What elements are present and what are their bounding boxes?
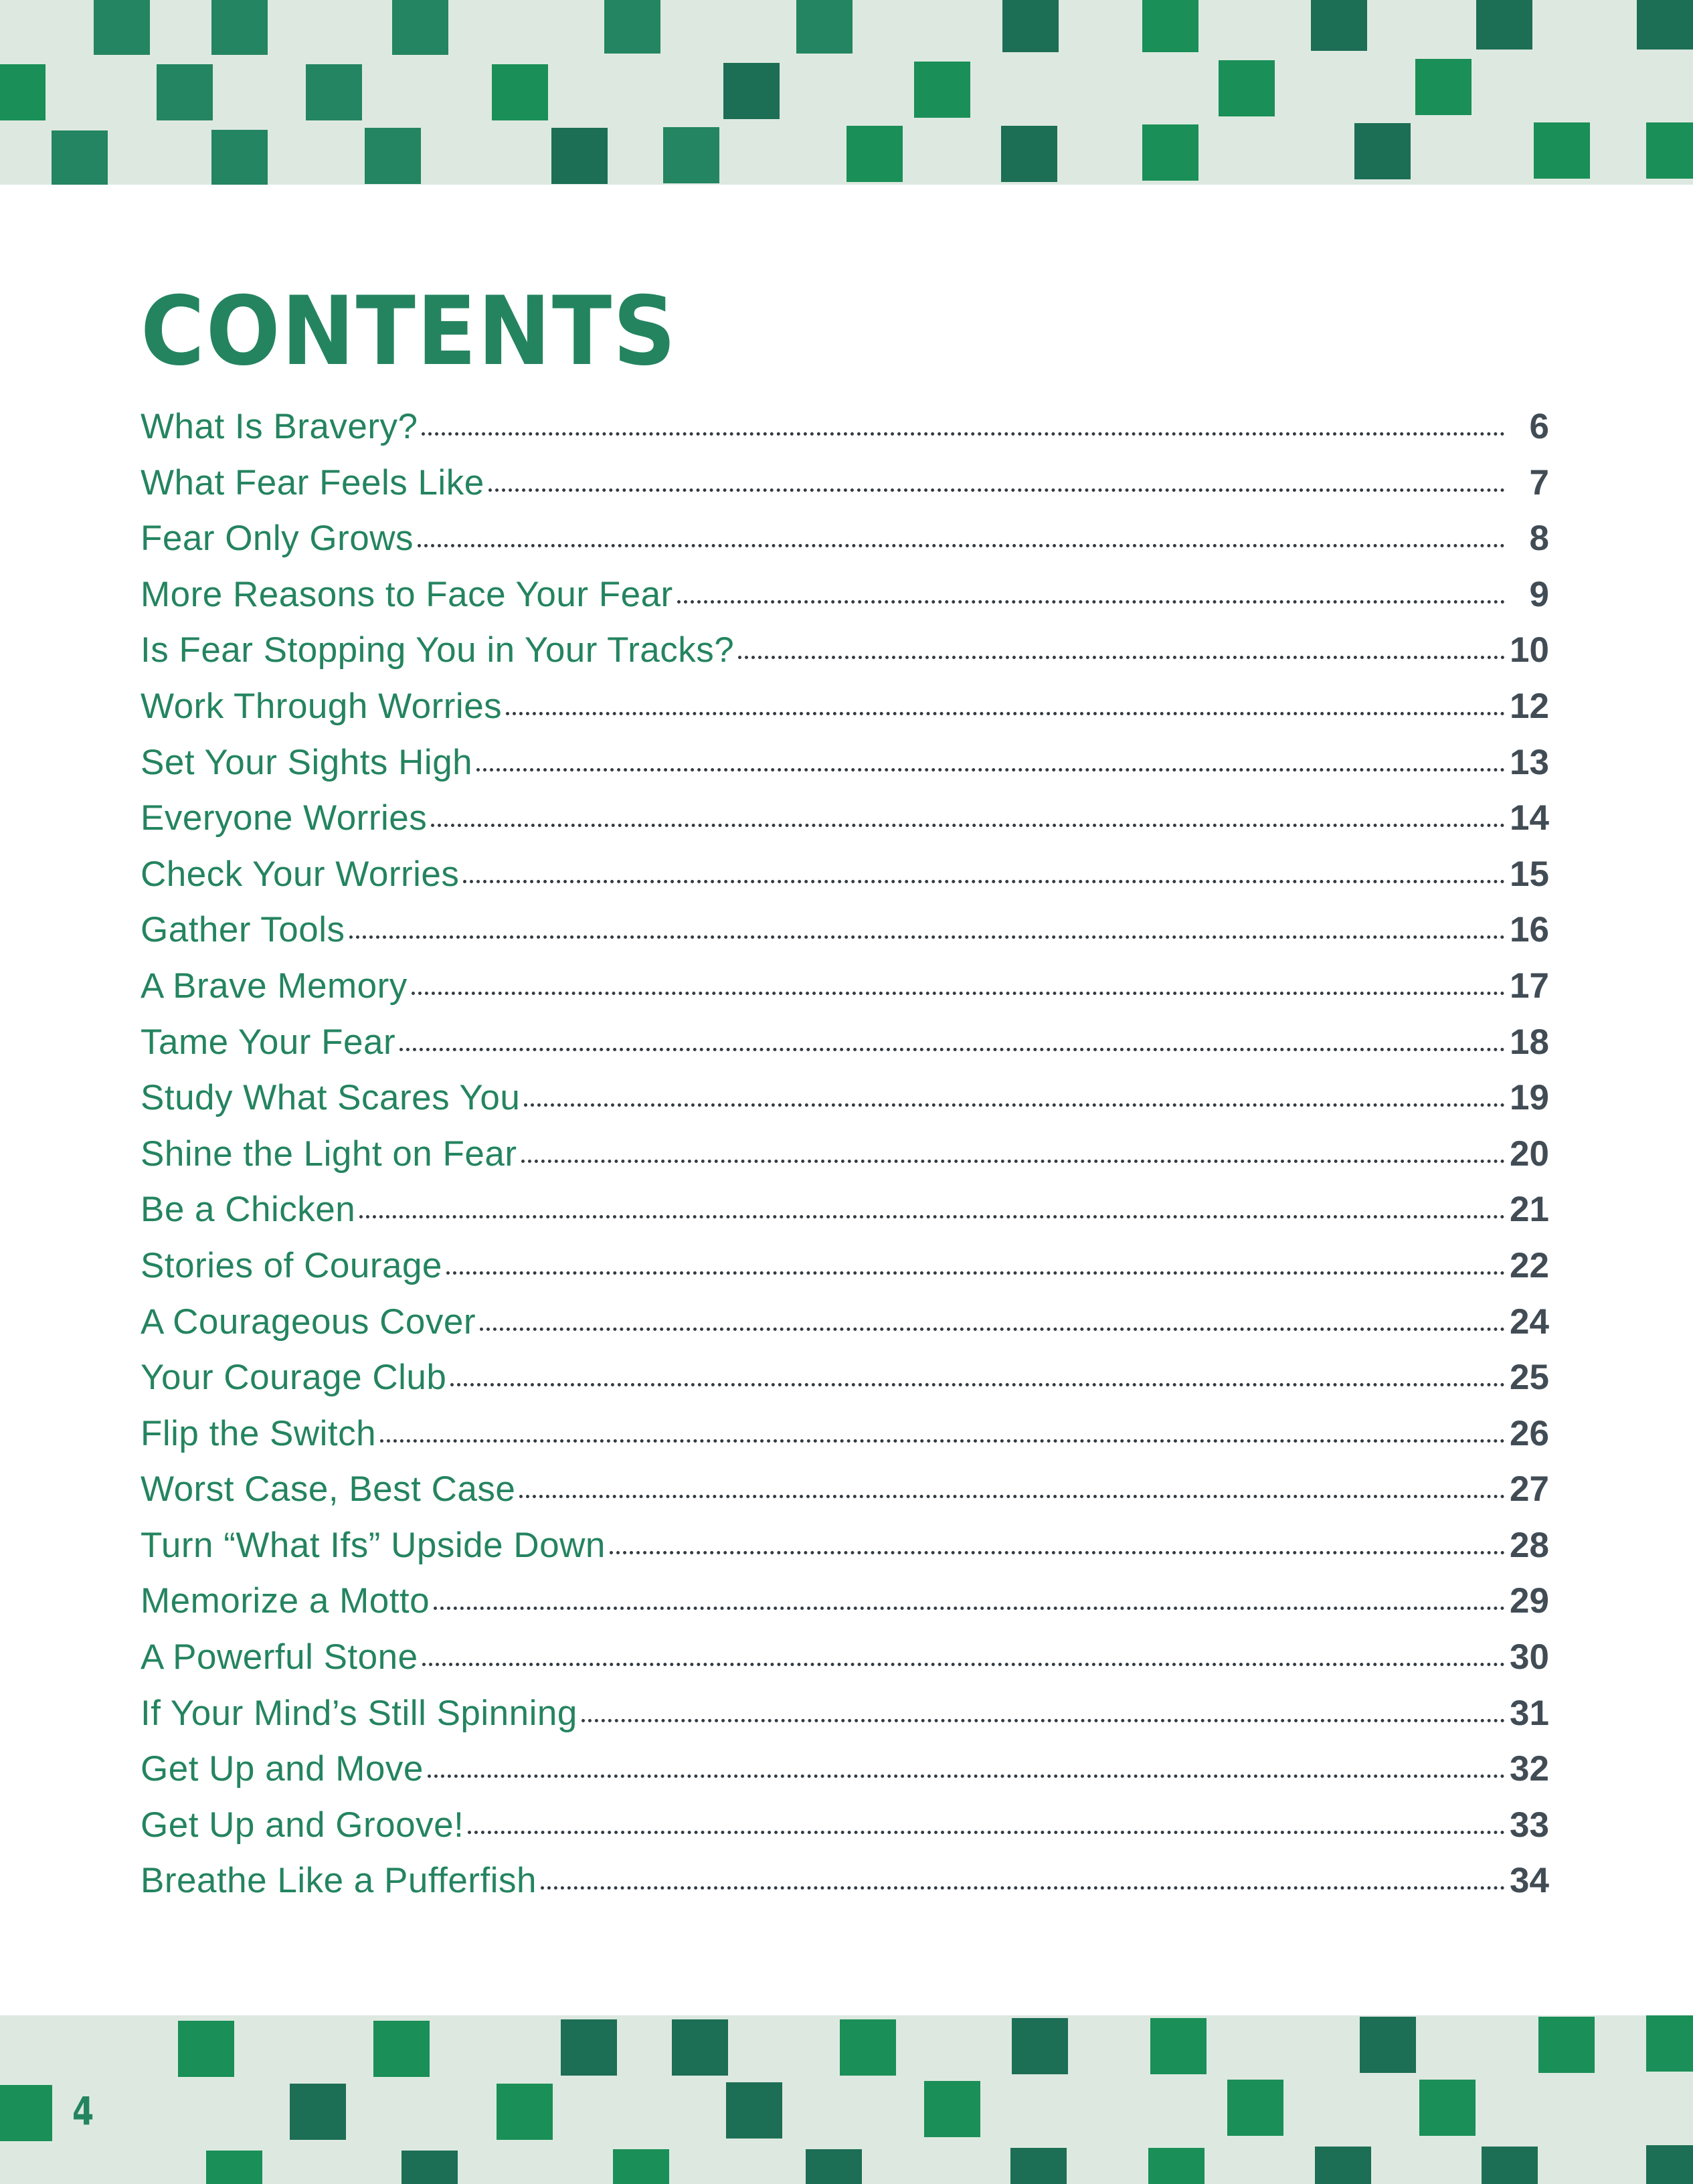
dot-leader: [468, 1831, 1505, 1834]
dot-leader: [521, 1160, 1506, 1163]
toc-entry[interactable]: [141, 958, 1549, 1014]
toc-entry[interactable]: [141, 1518, 1549, 1574]
decorative-square: [211, 0, 268, 55]
toc-entry[interactable]: [141, 678, 1549, 735]
toc-entry-title: A Courageous Cover: [141, 1301, 476, 1342]
toc-entry-title: Be a Chicken: [141, 1190, 356, 1230]
toc-entry-title: Stories of Courage: [141, 1245, 442, 1285]
toc-entry-page: 12: [1510, 686, 1549, 726]
toc-entry-title: Flip the Switch: [141, 1413, 377, 1453]
dot-leader: [399, 1048, 1505, 1051]
dot-leader: [480, 1328, 1505, 1331]
toc-entry-title: What Is Bravery?: [141, 407, 418, 446]
toc-entry[interactable]: [141, 1461, 1549, 1518]
decorative-square: [0, 2085, 52, 2141]
page-number: 4: [72, 2088, 94, 2134]
dot-leader: [541, 1886, 1505, 1890]
toc-entry-page: 31: [1510, 1693, 1549, 1733]
decorative-square: [497, 2084, 553, 2140]
toc-entry-page: 28: [1510, 1525, 1549, 1565]
decorative-square: [1482, 2147, 1538, 2184]
table-of-contents: [141, 399, 1549, 1909]
decorative-square: [914, 62, 970, 118]
decorative-square: [1010, 2148, 1067, 2184]
decorative-square: [392, 0, 448, 55]
decorative-square: [365, 128, 421, 184]
dot-leader: [446, 1271, 1505, 1275]
toc-entry-page: 27: [1510, 1469, 1549, 1510]
decorative-square: [1538, 2017, 1595, 2073]
decorative-square: [1534, 122, 1590, 179]
dot-leader: [519, 1495, 1505, 1498]
toc-entry-title: Gather Tools: [141, 910, 345, 950]
toc-entry-title: Turn “What Ifs” Upside Down: [141, 1525, 606, 1565]
toc-entry[interactable]: [141, 1014, 1549, 1071]
dot-leader: [422, 1663, 1505, 1666]
toc-entry-page: 25: [1510, 1358, 1549, 1398]
decorative-square: [796, 0, 853, 54]
decorative-square: [672, 2019, 728, 2076]
toc-entry[interactable]: [141, 455, 1549, 511]
toc-entry-title: Memorize a Motto: [141, 1581, 430, 1621]
decorative-square: [492, 64, 548, 120]
decorative-square: [0, 64, 46, 120]
toc-entry-title: More Reasons to Face Your Fear: [141, 574, 673, 614]
toc-entry-page: 10: [1510, 630, 1549, 670]
decorative-square: [206, 2151, 262, 2184]
toc-entry-page: 33: [1510, 1805, 1549, 1845]
decorative-square: [663, 127, 719, 183]
toc-entry[interactable]: [141, 1070, 1549, 1126]
decorative-square: [613, 2149, 669, 2184]
toc-entry[interactable]: [141, 1294, 1549, 1350]
toc-entry-page: 14: [1510, 798, 1549, 838]
dot-leader: [582, 1719, 1505, 1722]
toc-entry[interactable]: [141, 902, 1549, 958]
dot-leader: [349, 935, 1505, 939]
toc-entry-title: Set Your Sights High: [141, 742, 473, 782]
toc-entry-page: 16: [1510, 910, 1549, 950]
decorative-square: [290, 2084, 346, 2140]
toc-entry-title: Get Up and Move: [141, 1749, 424, 1789]
toc-entry[interactable]: [141, 567, 1549, 623]
toc-entry[interactable]: [141, 735, 1549, 791]
decorative-square: [840, 2019, 896, 2076]
toc-entry-page: 32: [1510, 1749, 1549, 1789]
toc-entry[interactable]: [141, 1182, 1549, 1238]
decorative-square: [373, 2021, 430, 2077]
decorative-square: [1646, 122, 1693, 179]
decorative-square: [402, 2151, 458, 2184]
toc-entry-page: 21: [1510, 1190, 1549, 1230]
decorative-square: [1476, 0, 1532, 50]
toc-entry-title: Tame Your Fear: [141, 1022, 396, 1062]
decorative-square: [211, 130, 268, 185]
toc-entry-page: 29: [1510, 1581, 1549, 1621]
decorative-square: [1646, 2015, 1693, 2072]
toc-entry[interactable]: [141, 1406, 1549, 1462]
toc-entry-title: Get Up and Groove!: [141, 1805, 464, 1845]
dot-leader: [738, 656, 1505, 659]
decorative-square: [157, 64, 213, 120]
dot-leader: [418, 544, 1505, 547]
decorative-square: [1419, 2080, 1476, 2136]
decorative-square: [846, 126, 903, 182]
toc-entry-title: If Your Mind’s Still Spinning: [141, 1693, 577, 1733]
decorative-square: [1002, 0, 1059, 52]
decorative-square: [178, 2021, 234, 2077]
decorative-square: [1012, 2018, 1068, 2074]
toc-entry-page: 20: [1510, 1133, 1549, 1174]
decorative-square: [306, 64, 362, 120]
toc-entry-title: Is Fear Stopping You in Your Tracks?: [141, 630, 735, 670]
toc-entry[interactable]: [141, 846, 1549, 903]
toc-entry[interactable]: [141, 399, 1549, 455]
toc-entry-title: Your Courage Club: [141, 1358, 447, 1398]
decorative-square: [806, 2149, 862, 2184]
toc-entry-title: Everyone Worries: [141, 798, 428, 838]
toc-entry-page: 8: [1529, 519, 1549, 559]
toc-entry-title: Breathe Like a Pufferfish: [141, 1861, 537, 1901]
dot-leader: [412, 992, 1505, 995]
toc-entry[interactable]: [141, 1741, 1549, 1797]
decorative-square: [726, 2082, 782, 2138]
dot-leader: [431, 824, 1505, 827]
decorative-square: [924, 2081, 980, 2137]
decorative-square: [604, 0, 660, 54]
decorative-square: [1142, 124, 1198, 181]
toc-entry-title: A Brave Memory: [141, 966, 408, 1006]
decorative-square: [1415, 59, 1472, 115]
toc-entry-title: Work Through Worries: [141, 686, 503, 726]
page-title: CONTENTS: [141, 276, 677, 387]
toc-entry-page: 26: [1510, 1413, 1549, 1453]
toc-entry-title: Fear Only Grows: [141, 519, 414, 559]
decorative-square: [561, 2019, 617, 2076]
dot-leader: [476, 768, 1505, 771]
dot-leader: [422, 432, 1505, 436]
decorative-square: [1001, 126, 1057, 182]
toc-entry-page: 18: [1510, 1022, 1549, 1062]
dot-leader: [677, 600, 1505, 604]
toc-entry-title: A Powerful Stone: [141, 1637, 418, 1677]
toc-entry[interactable]: [141, 622, 1549, 678]
dot-leader: [488, 488, 1505, 492]
dot-leader: [610, 1551, 1505, 1554]
toc-entry-title: Check Your Worries: [141, 854, 460, 894]
toc-entry-title: Study What Scares You: [141, 1078, 521, 1118]
decorative-square: [52, 130, 108, 185]
decorative-square: [1219, 60, 1275, 116]
dot-leader: [380, 1439, 1505, 1443]
toc-entry-title: Worst Case, Best Case: [141, 1469, 516, 1510]
decorative-square: [551, 128, 608, 184]
toc-entry[interactable]: [141, 1686, 1549, 1742]
decorative-square: [1315, 2147, 1371, 2184]
toc-entry-page: 22: [1510, 1245, 1549, 1285]
decorative-square: [1311, 0, 1367, 51]
dot-leader: [463, 880, 1505, 883]
toc-entry-page: 34: [1510, 1861, 1549, 1901]
toc-entry-page: 6: [1529, 407, 1549, 446]
toc-entry-title: Shine the Light on Fear: [141, 1133, 517, 1174]
toc-entry-title: What Fear Feels Like: [141, 462, 484, 503]
toc-entry-page: 7: [1529, 462, 1549, 503]
dot-leader: [506, 712, 1505, 715]
decorative-square: [1646, 2145, 1693, 2184]
toc-entry-page: 24: [1510, 1301, 1549, 1342]
toc-entry[interactable]: [141, 790, 1549, 846]
toc-entry[interactable]: [141, 1853, 1549, 1909]
dot-leader: [359, 1215, 1505, 1218]
toc-entry-page: 9: [1529, 574, 1549, 614]
toc-entry[interactable]: [141, 1629, 1549, 1686]
toc-entry[interactable]: [141, 1126, 1549, 1182]
toc-entry[interactable]: [141, 1350, 1549, 1406]
toc-entry-page: 17: [1510, 966, 1549, 1006]
dot-leader: [524, 1103, 1505, 1107]
decorative-square: [1637, 0, 1693, 50]
decorative-square: [1360, 2017, 1416, 2073]
toc-entry[interactable]: [141, 1573, 1549, 1629]
toc-entry-page: 13: [1510, 742, 1549, 782]
bottom-square-pattern-band: [0, 2015, 1693, 2184]
toc-entry[interactable]: [141, 1238, 1549, 1294]
top-square-pattern-band: [0, 0, 1693, 185]
toc-entry-page: 15: [1510, 854, 1549, 894]
dot-leader: [434, 1607, 1505, 1610]
decorative-square: [1148, 2148, 1205, 2184]
decorative-square: [723, 63, 780, 119]
dot-leader: [428, 1774, 1505, 1778]
dot-leader: [450, 1383, 1505, 1386]
toc-entry[interactable]: [141, 1797, 1549, 1853]
decorative-square: [94, 0, 150, 55]
decorative-square: [1354, 123, 1411, 179]
toc-entry-page: 30: [1510, 1637, 1549, 1677]
toc-entry-page: 19: [1510, 1078, 1549, 1118]
toc-entry[interactable]: [141, 511, 1549, 567]
decorative-square: [1142, 0, 1198, 52]
decorative-square: [1150, 2018, 1207, 2074]
decorative-square: [1227, 2080, 1283, 2136]
